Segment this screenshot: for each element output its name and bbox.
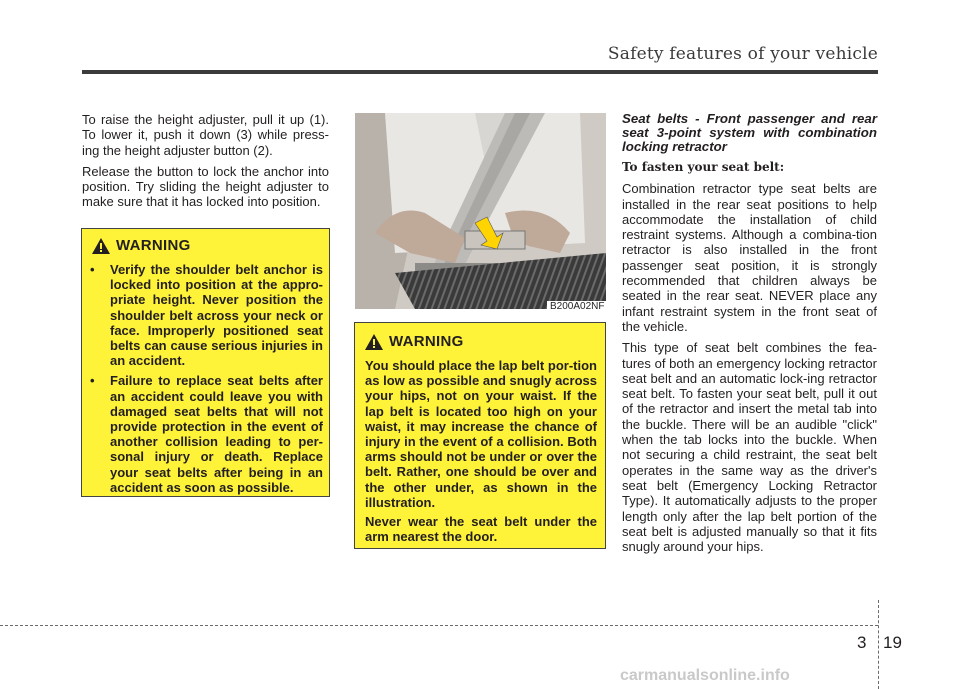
warning-header	[92, 237, 191, 254]
warning-title: WARNING	[116, 237, 191, 254]
paragraph-release-button: Release the button to lock the anchor into position. Try sliding the height adjuster to make sure that it has locked into position.	[82, 163, 329, 210]
paragraph-height-adjust: To raise the height adjuster, pull it up (1). To lower it, push it down (3) while press-ing the height adjuster button (2).	[82, 112, 329, 158]
subheading-fasten: To fasten your seat belt:	[622, 160, 785, 174]
left-column	[82, 112, 329, 216]
page-number: 19	[883, 633, 902, 652]
warning-title: WARNING	[389, 333, 464, 350]
illustration-code: B200A02NF	[547, 301, 607, 312]
section-title: Safety features of your vehicle	[607, 44, 878, 64]
warning-list	[90, 262, 323, 500]
chapter-number: 3	[857, 633, 867, 652]
footer-divider	[878, 600, 879, 689]
warning-item-text: Verify the shoulder belt anchor is locked into position at the appro-priate height. Never position the shoulder belt across your neck or face. Improperly positioned seat belts can cause serious injuries in an accident.	[110, 262, 323, 369]
warning-body	[365, 358, 597, 548]
seat-belt-illustration	[355, 113, 606, 309]
warning-triangle-icon	[365, 334, 383, 350]
bullet: •	[90, 262, 95, 277]
warning-box-lap-belt	[354, 322, 606, 549]
warning-paragraph: You should place the lap belt por-tion as low as possible and snugly across your hips, not on your waist. If the lap belt is located too high on your waist, it may increase the chance of injury in the event of a collision. Both arms should not be under or over the belt. Rather, one should be over and the other under, as shown in the illustration.	[365, 358, 597, 510]
watermark: carmanualsonline.info	[620, 667, 790, 684]
seat-belt-photo	[355, 113, 606, 309]
paragraph-belt-operation: This type of seat belt combines the fea-tures of both an emergency locking retractor seat belt and an automatic lock-ing retractor seat belt. To fasten your seat belt, pull it out of the retractor and insert the metal tab into the buckle. There will be an audible "click" when the tab locks into the buckle. When not securing a child restraint, the seat belt operates in the same way as the driver's seat belt (Emergency Locking Retractor Type). It automatically adjusts to the proper length only after the lap belt portion of the seat belt is adjusted manually so that it fits snugly around your hips.	[622, 340, 877, 555]
warning-item	[90, 262, 323, 368]
paragraph-combination-retractor: Combination retractor type seat belts are installed in the rear seat positions to help accommodate the installation of child restraint systems. Although a combina-tion retractor is also installed in the front passenger seat position, it is strongly recommended that children always be seated in the rear seat. NEVER place any infant restraint system in the front seat of the vehicle.	[622, 181, 877, 334]
bullet: •	[90, 373, 95, 389]
warning-header	[365, 333, 464, 350]
footer-rule	[0, 625, 878, 626]
header-rule	[82, 70, 878, 74]
warning-item	[90, 373, 323, 495]
warning-paragraph: Never wear the seat belt under the arm nearest the door.	[365, 514, 597, 545]
warning-item-text: Failure to replace seat belts after an accident could leave you with damaged seat belts that will not provide protection in the event of another collision leading to per-sonal injury or death. Replace your seat belts after being in an accident as soon as possible.	[110, 373, 323, 495]
warning-triangle-icon	[92, 238, 110, 254]
section-heading: Seat belts - Front passenger and rear seat 3-point system with combination locking retractor	[622, 111, 877, 154]
warning-box-shoulder-belt	[81, 228, 330, 497]
right-column	[622, 112, 877, 560]
